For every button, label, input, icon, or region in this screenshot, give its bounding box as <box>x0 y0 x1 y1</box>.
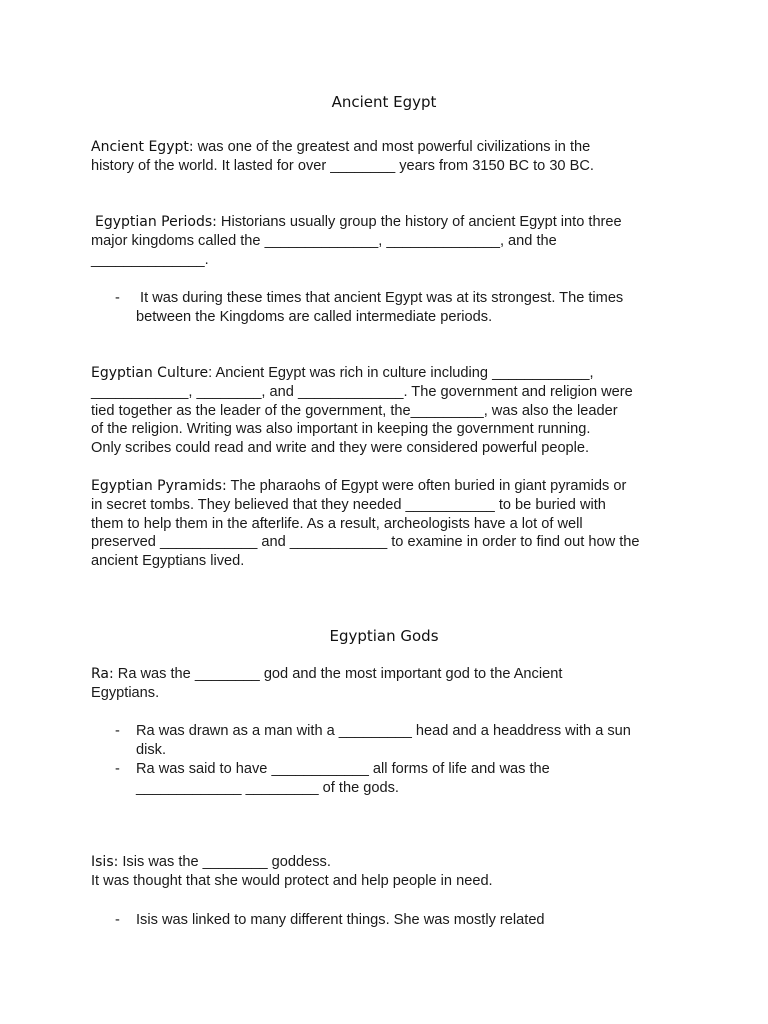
periods-bullet-text-2: between the Kingdoms are called intermediate periods. <box>136 308 493 325</box>
gods-section-title: Egyptian Gods <box>329 627 439 645</box>
isis-bullet-1-text-1: Isis was linked to many different things. She was mostly related <box>136 912 545 928</box>
periods-bullet-text-1: It was during these times that ancient Egypt was at its strongest. The times <box>136 290 624 306</box>
ra-bullet-2-text-1: Ra was said to have ____________ all forms of life and was the <box>136 761 550 777</box>
pyramids-paragraph <box>91 477 691 571</box>
culture-text-2: ____________, ________, and _____________. The government and religion were <box>91 383 633 400</box>
ra-bullet-2 <box>115 760 695 798</box>
periods-paragraph-cont <box>91 232 691 270</box>
intro-paragraph <box>91 138 691 176</box>
isis-text-2: It was thought that she would protect and help people in need. <box>91 872 493 889</box>
ra-bullet-1 <box>115 722 695 760</box>
periods-bullet <box>115 289 695 327</box>
isis-label: Isis: <box>91 854 119 870</box>
pyramids-text-1: The pharaohs of Egypt were often buried in giant pyramids or <box>226 478 627 494</box>
pyramids-text-5: ancient Egyptians lived. <box>91 553 245 570</box>
pyramids-text-2: in secret tombs. They believed that they needed ___________ to be buried with <box>91 496 606 513</box>
periods-paragraph <box>95 213 695 232</box>
page-title: Ancient Egypt <box>331 93 437 111</box>
isis-paragraph <box>91 853 691 891</box>
bullet-dash: - <box>115 912 120 928</box>
culture-text-3: tied together as the leader of the government, the_________, was also the leader <box>91 402 618 419</box>
bullet-dash: - <box>115 761 120 777</box>
periods-label: Egyptian Periods: <box>95 214 217 230</box>
ra-bullet-2-text-2: _____________ _________ of the gods. <box>136 779 399 796</box>
periods-text-1: Historians usually group the history of ancient Egypt into three <box>216 214 622 230</box>
bullet-dash: - <box>115 290 120 306</box>
pyramids-text-3: them to help them in the afterlife. As a result, archeologists have a lot of well <box>91 515 583 532</box>
intro-text-2: history of the world. It lasted for over ________ years from 3150 BC to 30 BC. <box>91 157 594 174</box>
pyramids-text-4: preserved ____________ and ____________ to examine in order to find out how the <box>91 534 640 551</box>
intro-label: Ancient Egypt: <box>91 139 194 155</box>
culture-label: Egyptian Culture <box>91 365 209 381</box>
ra-paragraph <box>91 665 691 703</box>
isis-text-1: Isis was the ________ goddess. <box>118 854 331 870</box>
culture-text-4: of the religion. Writing was also important in keeping the government running. <box>91 421 591 438</box>
ra-bullet-1-text-1: Ra was drawn as a man with a _________ head and a headdress with a sun <box>136 723 631 739</box>
bullet-dash: - <box>115 723 120 739</box>
ra-text-1: Ra was the ________ god and the most important god to the Ancient <box>113 666 563 682</box>
ra-text-2: Egyptians. <box>91 684 160 701</box>
pyramids-label: Egyptian Pyramids: <box>91 478 227 494</box>
culture-paragraph <box>91 364 691 458</box>
culture-text-1: : Ancient Egypt was rich in culture including ____________, <box>208 365 594 381</box>
periods-text-2: major kingdoms called the ______________, ______________, and the <box>91 233 557 249</box>
ra-label: Ra: <box>91 666 114 682</box>
intro-text-1: was one of the greatest and most powerful civilizations in the <box>193 139 591 155</box>
culture-text-5: Only scribes could read and write and they were considered powerful people. <box>91 440 590 457</box>
periods-text-3: ______________. <box>91 251 209 268</box>
isis-bullet-1 <box>115 911 695 930</box>
ra-bullet-1-text-2: disk. <box>136 741 167 758</box>
